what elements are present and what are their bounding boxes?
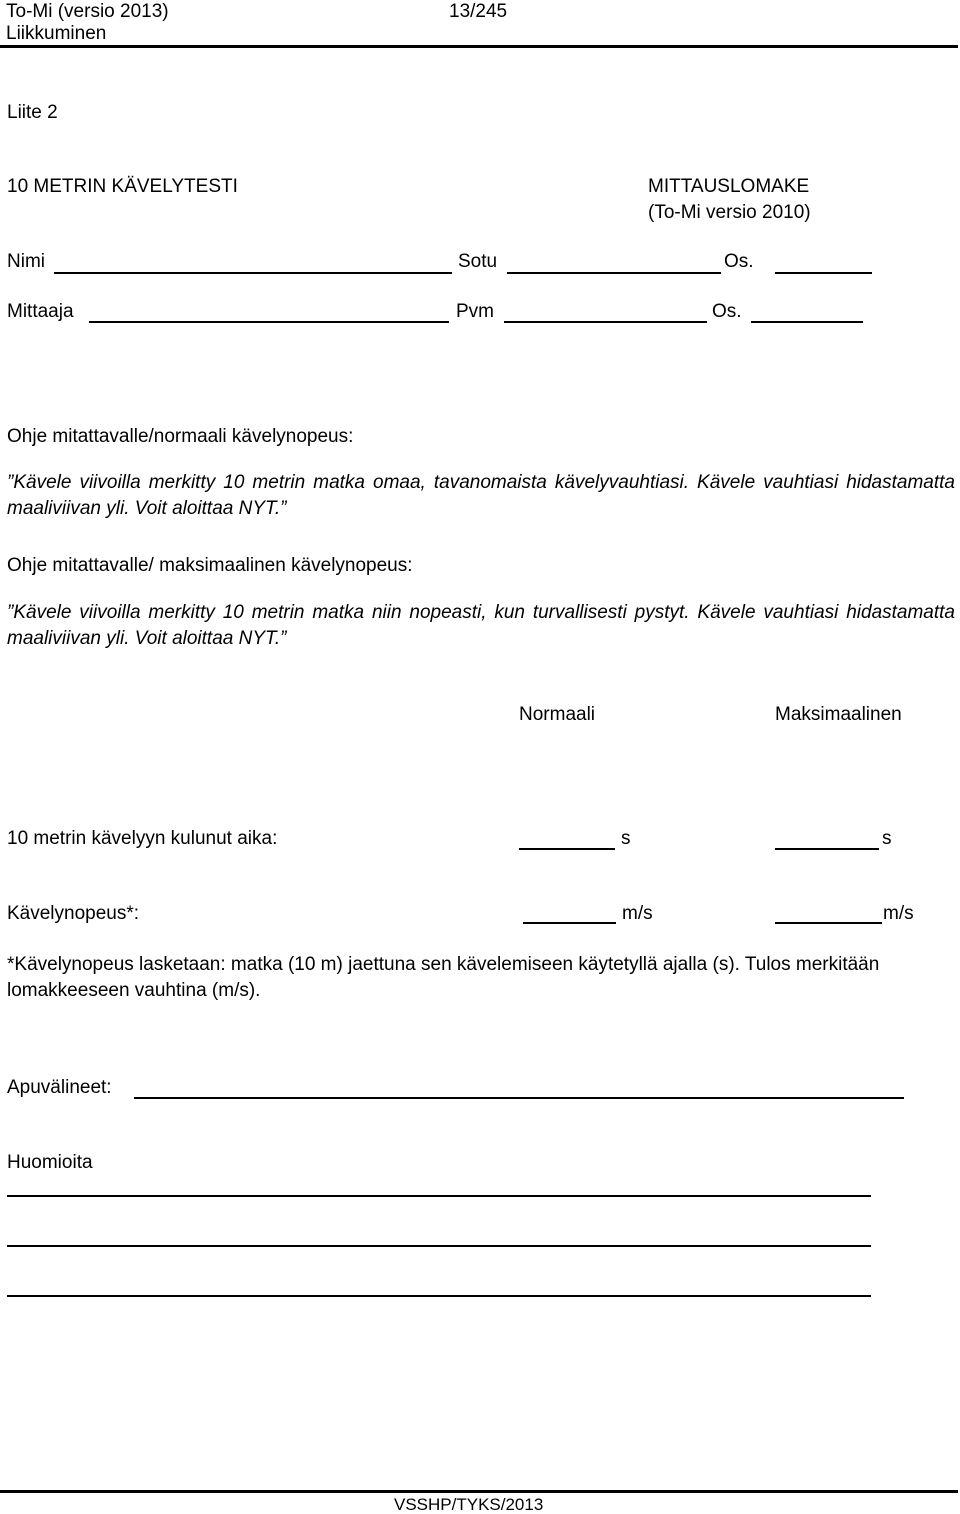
remarks-line-1[interactable]	[7, 1195, 871, 1197]
name-label: Nimi	[7, 251, 45, 272]
os-field-1[interactable]	[775, 272, 872, 274]
time-normal-unit: s	[621, 828, 631, 849]
column-normal: Normaali	[519, 704, 596, 725]
os-field-2[interactable]	[751, 321, 863, 323]
speed-label: Kävelynopeus*:	[7, 903, 140, 924]
os-label-2: Os.	[712, 301, 742, 322]
form-title: MITTAUSLOMAKE	[648, 176, 810, 197]
remarks-label: Huomioita	[7, 1152, 93, 1173]
test-title: 10 METRIN KÄVELYTESTI	[7, 176, 238, 197]
time-label: 10 metrin kävelyyn kulunut aika:	[7, 828, 278, 849]
time-normal-field[interactable]	[519, 848, 615, 850]
normal-instruction-heading: Ohje mitattavalle/normaali kävelynopeus:	[7, 426, 354, 447]
max-instruction-text: ”Kävele viivoilla merkitty 10 metrin matka niin nopeasti, kun turvallisesti pystyt. Kävele vauhtiasi hidastamatta maaliviivan yli. Voit aloittaa NYT.”	[7, 602, 955, 649]
speed-max-field[interactable]	[775, 922, 882, 924]
sotu-field[interactable]	[507, 272, 721, 274]
header-title: To-Mi (versio 2013)	[6, 1, 169, 22]
footer-text: VSSHP/TYKS/2013	[394, 1495, 544, 1514]
aids-field[interactable]	[134, 1097, 904, 1099]
form-version: (To-Mi versio 2010)	[648, 202, 811, 223]
aids-label: Apuvälineet:	[7, 1077, 112, 1098]
date-field[interactable]	[504, 321, 707, 323]
measurer-field[interactable]	[89, 321, 449, 323]
max-instruction-heading: Ohje mitattavalle/ maksimaalinen kävelynopeus:	[7, 555, 413, 576]
time-max-unit: s	[882, 828, 892, 849]
footer-rule	[0, 1490, 958, 1493]
os-label-1: Os.	[724, 251, 754, 272]
page-number: 13/245	[449, 1, 508, 22]
header-section: Liikkuminen	[6, 23, 107, 44]
speed-footnote: *Kävelynopeus lasketaan: matka (10 m) jaettuna sen kävelemiseen käytetyllä ajalla (s). Tulos merkitään lomakkeeseen vauhtina (m/s).	[7, 954, 880, 1001]
date-label: Pvm	[456, 301, 494, 322]
name-field[interactable]	[54, 272, 452, 274]
header-rule	[0, 45, 958, 48]
remarks-line-2[interactable]	[7, 1245, 871, 1247]
sotu-label: Sotu	[458, 251, 498, 272]
remarks-line-3[interactable]	[7, 1295, 871, 1297]
measurer-label: Mittaaja	[7, 301, 74, 322]
time-max-field[interactable]	[775, 848, 879, 850]
appendix-label: Liite 2	[7, 102, 58, 123]
speed-normal-unit: m/s	[622, 903, 653, 924]
normal-instruction-text: ”Kävele viivoilla merkitty 10 metrin matka omaa, tavanomaista kävelyvauhtiasi. Kävele vauhtiasi hidastamatta maaliviivan yli. Voit aloittaa NYT.”	[7, 472, 955, 519]
speed-max-unit: m/s	[883, 903, 914, 924]
speed-normal-field[interactable]	[523, 922, 616, 924]
column-max: Maksimaalinen	[775, 704, 902, 725]
